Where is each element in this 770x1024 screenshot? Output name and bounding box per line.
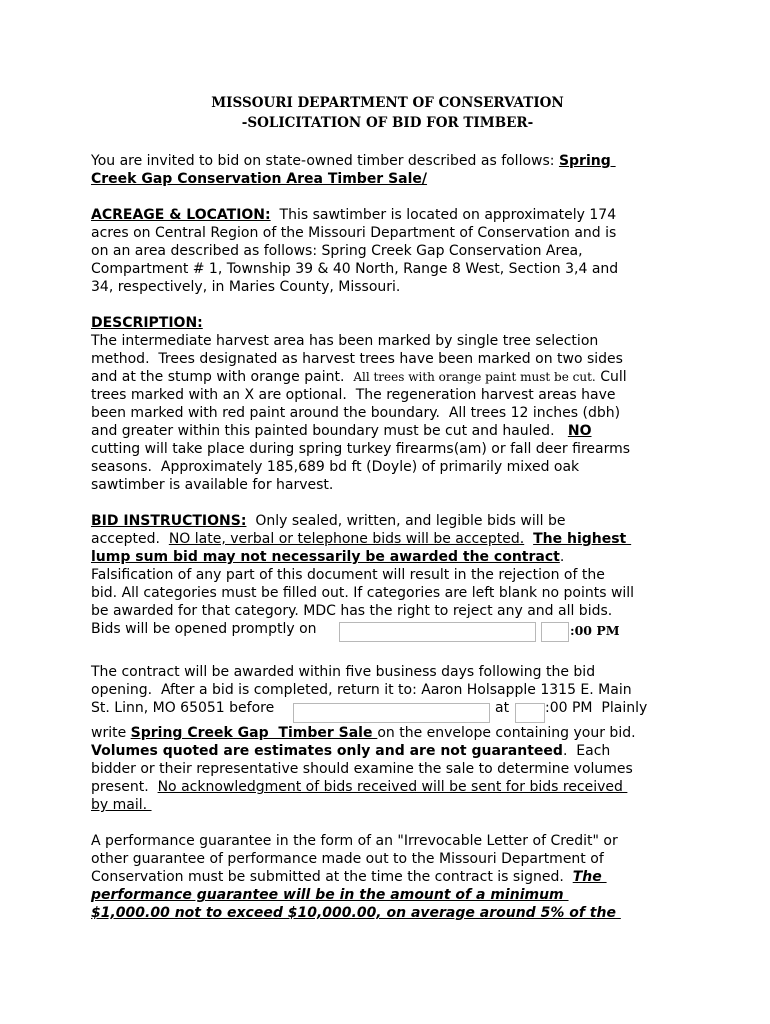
description-line-9: sawtimber is available for harvest. — [91, 477, 334, 493]
bid-text — [524, 531, 533, 547]
acreage-line-1 — [91, 206, 616, 224]
description-text: and greater within this painted boundary must be cut and hauled. — [91, 423, 568, 439]
description-line-5: been marked with red paint around the boundary. All trees 12 inches (dbh) — [91, 405, 621, 421]
contract-line-4 — [91, 724, 636, 742]
envelope-label: Spring Creek Gap Timber Sale — [130, 725, 378, 741]
bid-line-5: bid. All categories must be filled out. If categories are left blank no points will — [91, 585, 635, 601]
bid-opening-hour-field[interactable] — [541, 622, 569, 642]
contract-line-1: The contract will be awarded within five business days following the bid — [91, 664, 596, 680]
description-line-3 — [91, 368, 627, 386]
contract-text: write — [91, 725, 131, 741]
no-cutting-emphasis: NO — [567, 423, 592, 439]
contract-line-5 — [91, 742, 610, 760]
acreage-text: This sawtimber is located on approximately 174 — [270, 207, 617, 223]
acreage-line-2: acres on Central Region of the Missouri Department of Conservation and is — [91, 225, 617, 241]
volume-disclaimer: Volumes quoted are estimates only and are not guaranteed — [91, 743, 563, 759]
description-text: Cull — [595, 369, 627, 385]
highest-bid-note: The highest — [533, 531, 632, 547]
description-line-8: seasons. Approximately 185,689 bd ft (Doyle) of primarily mixed oak — [91, 459, 580, 475]
contract-pm-text: :00 PM Plainly — [545, 700, 648, 716]
bid-line-6: be awarded for that category. MDC has the right to reject any and all bids. — [91, 603, 613, 619]
guarantee-line-5: $1,000.00 not to exceed $10,000.00, on average around 5% of the — [91, 905, 621, 921]
guarantee-emphasis: The — [572, 869, 607, 885]
acreage-line-4: Compartment # 1, Township 39 & 40 North, Range 8 West, Section 3,4 and — [91, 261, 619, 277]
description-line-7: cutting will take place during spring turkey firearms(am) or fall deer firearms — [91, 441, 631, 457]
title-line-1: MISSOURI DEPARTMENT OF CONSERVATION — [211, 95, 564, 111]
return-hour-field[interactable] — [515, 703, 545, 723]
return-date-field[interactable] — [293, 703, 490, 723]
contract-at-label: at — [495, 700, 510, 716]
description-line-6 — [91, 422, 592, 440]
contract-line-3a: St. Linn, MO 65051 before — [91, 700, 275, 716]
contract-line-8: by mail. — [91, 797, 152, 813]
description-text: and at the stump with orange paint. — [91, 369, 354, 385]
bid-line-2 — [91, 530, 631, 548]
bid-line-3 — [91, 548, 564, 566]
guarantee-line-4: performance guarantee will be in the amount of a minimum — [91, 887, 569, 903]
description-line-4: trees marked with an X are optional. The regeneration harvest areas have — [91, 387, 616, 403]
bid-line-1 — [91, 512, 565, 530]
bid-text: accepted. — [91, 531, 169, 547]
bid-text: Only sealed, written, and legible bids will be — [246, 513, 566, 529]
bid-line-4: Falsification of any part of this document will result in the rejection of the — [91, 567, 605, 583]
contract-text: on the envelope containing your bid. — [377, 725, 636, 741]
guarantee-line-2: other guarantee of performance made out to the Missouri Department of — [91, 851, 604, 867]
orange-paint-note: All trees with orange paint must be cut. — [353, 370, 596, 384]
description-line-2: method. Trees designated as harvest trees have been marked on two sides — [91, 351, 623, 367]
sale-name-part-1: Spring — [558, 153, 616, 169]
no-acknowledgment-note: No acknowledgment of bids received will be sent for bids received — [157, 779, 628, 795]
title-line-2: -SOLICITATION OF BID FOR TIMBER- — [241, 115, 534, 131]
bid-opening-date-field[interactable] — [339, 622, 536, 642]
contract-line-6: bidder or their representative should examine the sale to determine volumes — [91, 761, 633, 777]
intro-text: You are invited to bid on state-owned timber described as follows: — [91, 153, 559, 169]
acreage-line-5: 34, respectively, in Maries County, Missouri. — [91, 279, 401, 295]
contract-line-7 — [91, 778, 627, 796]
bid-opening-time-suffix: :00 PM — [570, 623, 620, 638]
intro-line-2: Creek Gap Conservation Area Timber Sale/ — [91, 171, 428, 187]
bid-instructions-heading: BID INSTRUCTIONS: — [91, 513, 247, 529]
acreage-line-3: on an area described as follows: Spring Creek Gap Conservation Area, — [91, 243, 583, 259]
intro-line-1 — [91, 152, 616, 170]
contract-text: . Each — [562, 743, 611, 759]
no-late-bids-note: NO late, verbal or telephone bids will be accepted. — [168, 531, 525, 547]
contract-line-2: opening. After a bid is completed, return it to: Aaron Holsapple 1315 E. Main — [91, 682, 632, 698]
acreage-heading: ACREAGE & LOCATION: — [91, 207, 271, 223]
description-line-1: The intermediate harvest area has been marked by single tree selection — [91, 333, 599, 349]
bid-line-7: Bids will be opened promptly on — [91, 621, 317, 637]
bid-text: . — [559, 549, 565, 565]
description-heading: DESCRIPTION: — [91, 315, 203, 331]
contract-text: present. — [91, 779, 158, 795]
highest-bid-note: lump sum bid may not necessarily be awarded the contract — [91, 549, 560, 565]
guarantee-line-1: A performance guarantee in the form of an "Irrevocable Letter of Credit" or — [91, 833, 618, 849]
guarantee-line-3 — [91, 868, 607, 886]
guarantee-text: Conservation must be submitted at the time the contract is signed. — [91, 869, 573, 885]
